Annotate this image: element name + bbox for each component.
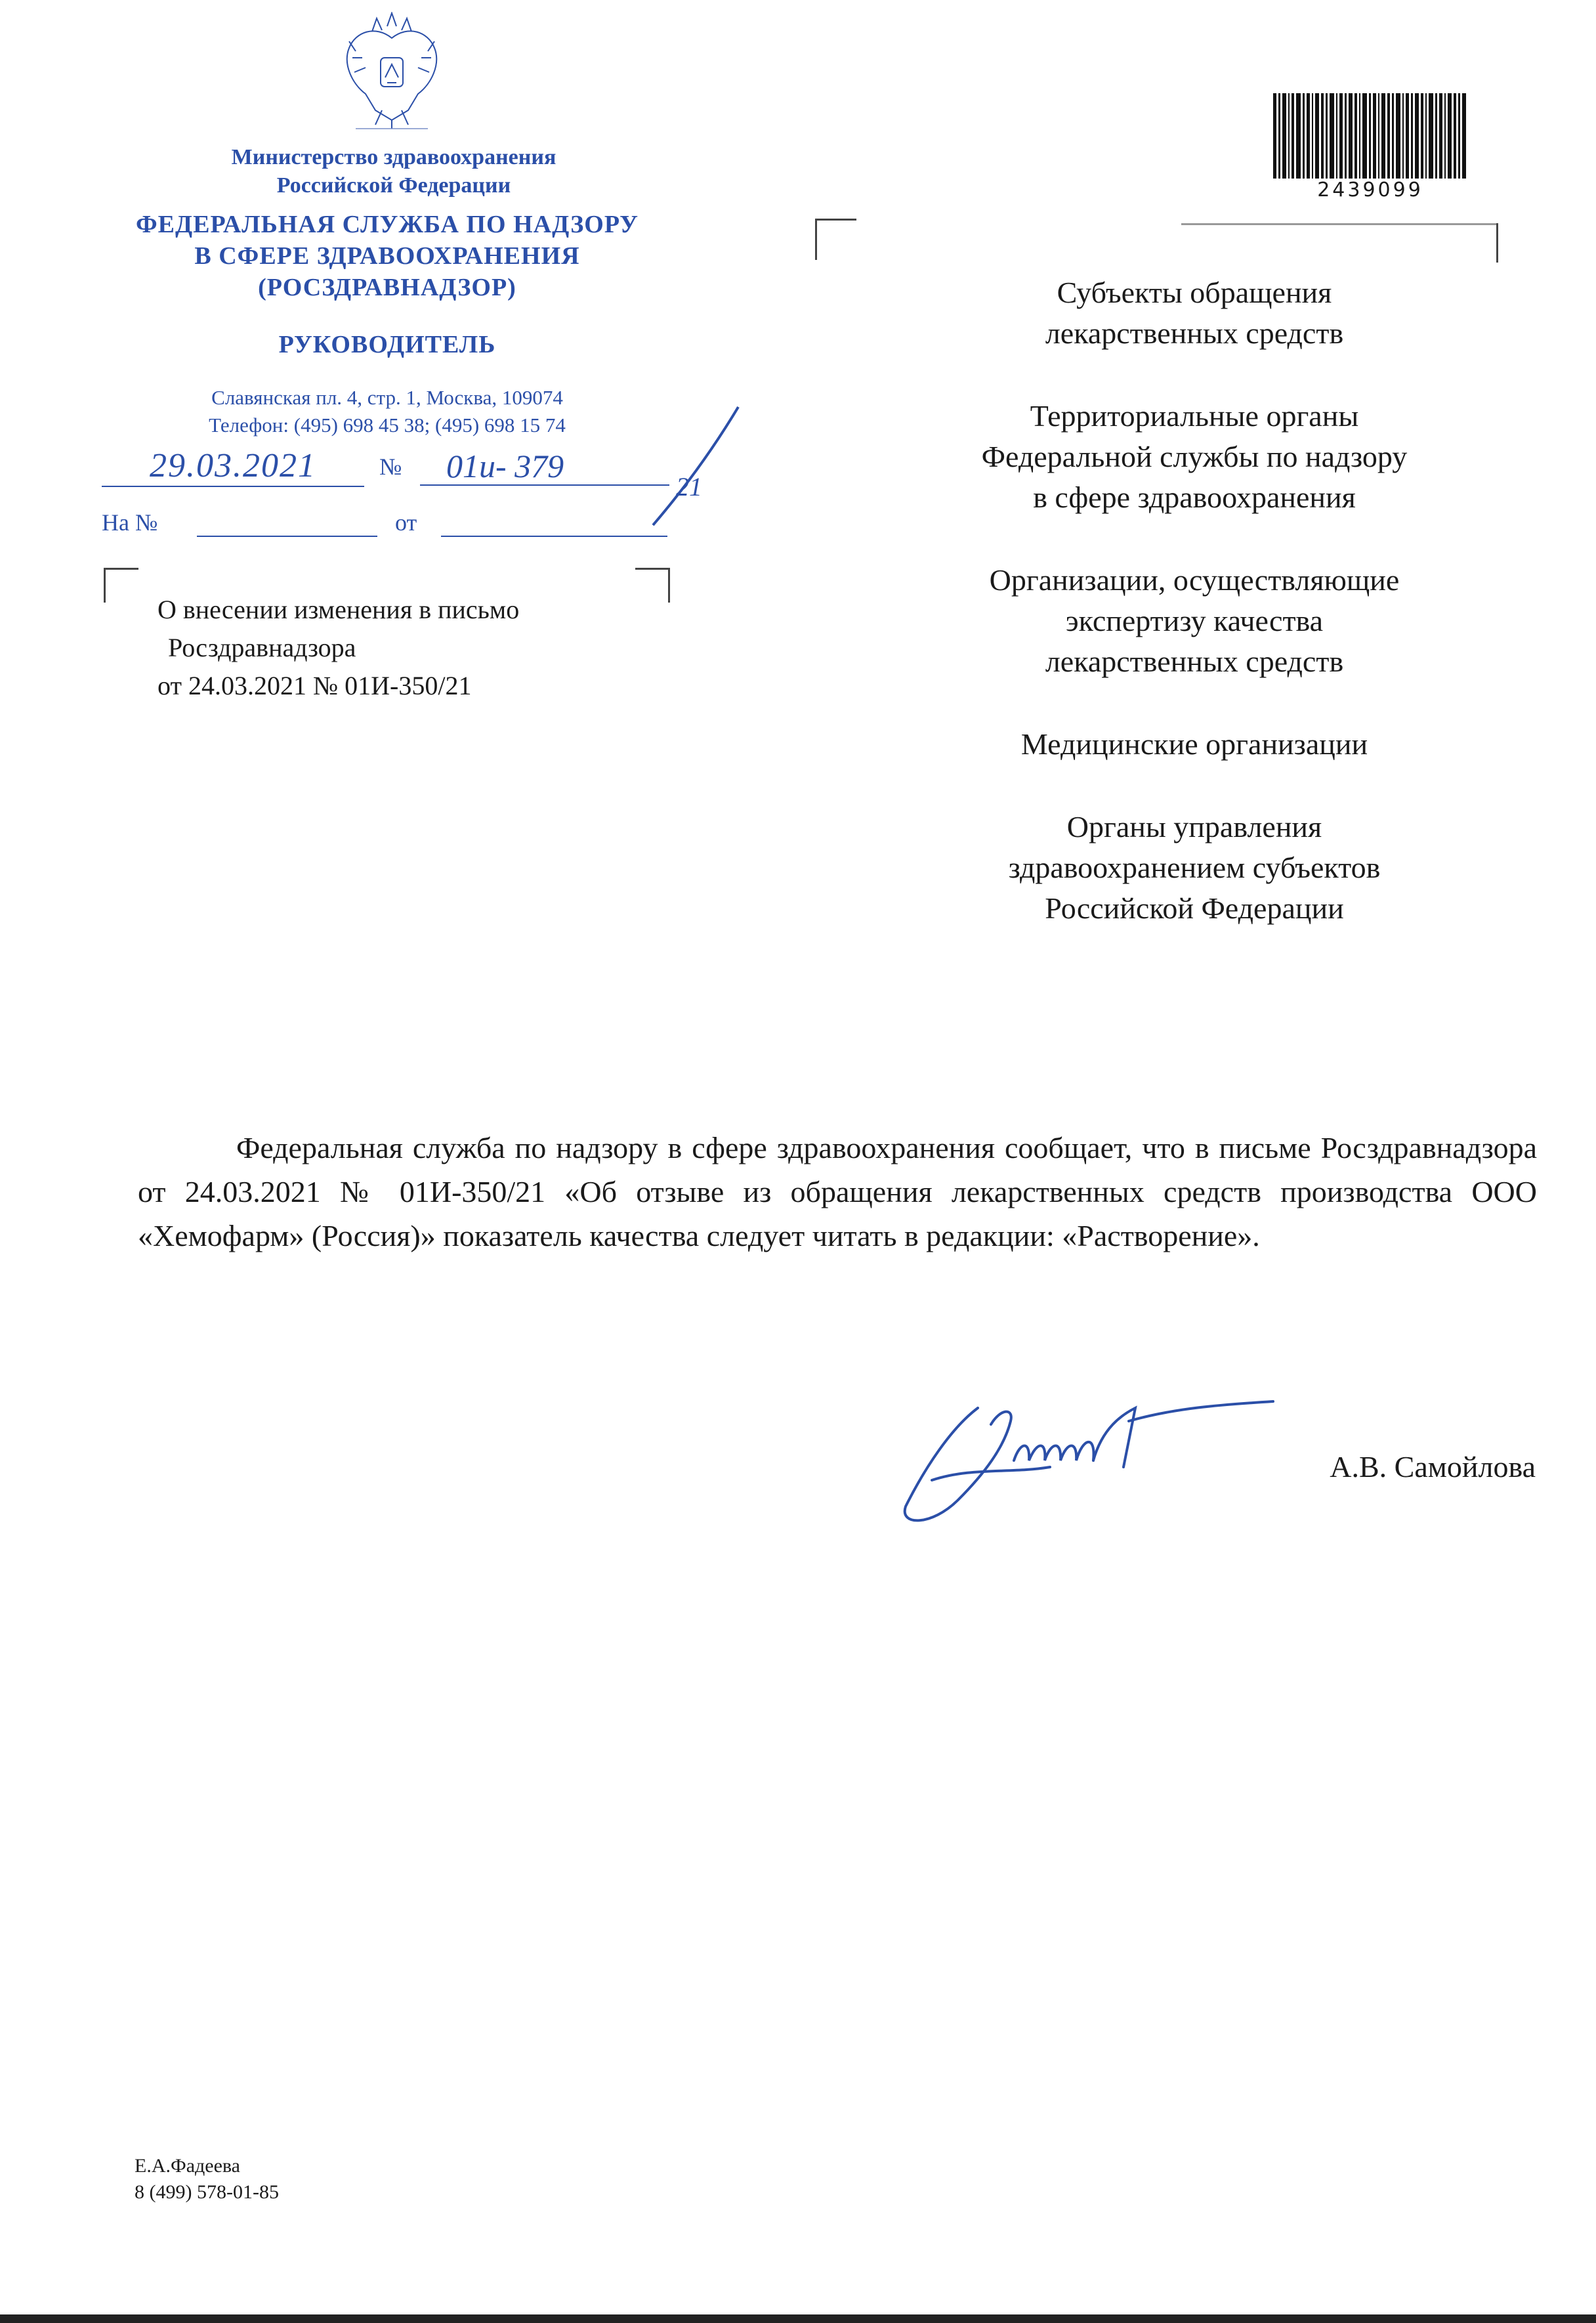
subject-line: от 24.03.2021 № 01И-350/21: [158, 671, 472, 700]
reference-number-label: На №: [102, 509, 158, 536]
recipient-line: лекарственных средств: [1045, 645, 1344, 678]
recipient-group: [873, 560, 1516, 682]
reference-from-label: от: [395, 509, 417, 536]
signer-name: А.В. Самойлова: [1330, 1450, 1536, 1483]
registration-number-suffix: 21: [676, 472, 702, 501]
executor-block: [135, 2153, 279, 2206]
executor-name: Е.А.Фадеева: [135, 2155, 240, 2177]
barcode-number: 2439099: [1317, 179, 1423, 202]
recipients-block: [873, 272, 1516, 971]
letter-body: Федеральная служба по надзору в сфере здравоохранения сообщает, что в письме Росздравнадзора от 24.03.2021 № 01И-350/21 «Об отзыве из обращения лекарственных средств производства ООО «Хемофарм» (Россия)» показатель качества следует читать в редакции: «Растворение».: [138, 1131, 1537, 1252]
recipient-group: [873, 807, 1516, 929]
service-line: В СФЕРЕ ЗДРАВООХРАНЕНИЯ: [194, 242, 580, 270]
handwritten-signature-icon: [879, 1369, 1286, 1539]
reference-date-field: [441, 536, 667, 537]
ministry-line: Российской Федерации: [276, 173, 511, 198]
subject-line: О внесении изменения в письмо: [158, 595, 520, 624]
recipient-line: Федеральной службы по надзору: [981, 440, 1408, 473]
executor-phone: 8 (499) 578-01-85: [135, 2181, 279, 2203]
registration-date: 29.03.2021: [102, 446, 364, 487]
letter-subject: [158, 591, 682, 705]
barcode-icon: [1272, 93, 1469, 179]
address-line: Славянская пл. 4, стр. 1, Москва, 109074: [211, 386, 563, 409]
reference-number-field: [197, 536, 377, 537]
subject-line: Росздравнадзора: [168, 633, 356, 662]
state-emblem-icon: [336, 12, 448, 130]
registration-slash-icon: [640, 400, 745, 532]
ministry-name: [118, 143, 669, 200]
recipient-line: экспертизу качества: [1065, 604, 1324, 637]
recipient-line: в сфере здравоохранения: [1033, 480, 1356, 514]
registration-number: 01и- 379: [420, 446, 669, 486]
phone-line: Телефон: (495) 698 45 38; (495) 698 15 74: [209, 414, 566, 437]
recipient-group: [873, 272, 1516, 354]
recipient-corner-left: [815, 219, 856, 260]
recipient-group: [873, 724, 1516, 765]
recipient-line: лекарственных средств: [1045, 316, 1344, 350]
recipient-line: Российской Федерации: [1045, 891, 1344, 925]
recipient-group: [873, 396, 1516, 518]
recipient-corner-line: [1181, 223, 1496, 225]
recipient-line: Субъекты обращения: [1057, 276, 1332, 309]
head-title: РУКОВОДИТЕЛЬ: [278, 331, 496, 358]
recipient-line: Органы управления: [1066, 810, 1322, 843]
scan-edge: [0, 2314, 1596, 2323]
service-line: (РОСЗДРАВНАДЗОР): [258, 274, 516, 301]
recipient-line: Медицинские организации: [1020, 727, 1368, 761]
subject-corner-left: [104, 568, 138, 603]
registration-number-label: №: [379, 454, 402, 480]
recipient-line: Организации, осуществляющие: [989, 563, 1400, 597]
recipient-line: здравоохранением субъектов: [1008, 851, 1381, 884]
recipient-line: Территориальные органы: [1030, 399, 1359, 433]
service-line: ФЕДЕРАЛЬНАЯ СЛУЖБА ПО НАДЗОРУ: [136, 211, 639, 238]
ministry-line: Министерство здравоохранения: [231, 145, 556, 169]
address-block: [105, 384, 669, 439]
recipient-corner-right: [1457, 223, 1498, 263]
service-name: [79, 209, 696, 303]
